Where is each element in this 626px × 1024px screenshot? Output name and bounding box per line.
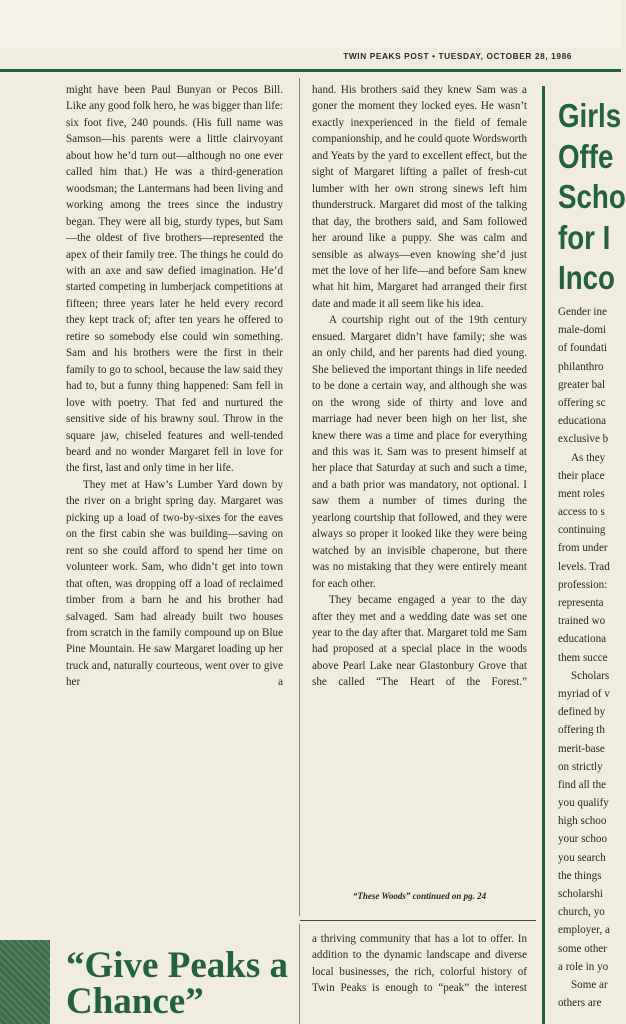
sidebar-body-line: merit-base: [558, 742, 605, 755]
column-divider: [299, 78, 300, 916]
sidebar-body-line: defined by: [558, 706, 606, 719]
sidebar-body-line: educationa: [558, 415, 607, 428]
sidebar-body-line: high schoo: [558, 815, 607, 828]
sidebar-body-line: some other: [558, 942, 607, 955]
sidebar-body-line: trained wo: [558, 615, 606, 628]
sidebar-body-line: Gender ine: [558, 306, 607, 318]
sidebar-headline-line: Girls: [558, 97, 622, 134]
sidebar-body-line: their place: [558, 469, 605, 482]
sidebar-body-line: from under: [558, 542, 608, 555]
sidebar-headline-line: Scho: [558, 178, 626, 215]
sidebar-headline-line: Inco: [558, 259, 615, 296]
page-top-margin: [0, 0, 621, 48]
sidebar-body-line: Scholars: [571, 669, 610, 682]
sidebar-body-line: representa: [558, 597, 604, 609]
sidebar-body-line: find all the: [558, 778, 607, 791]
continuation-note: “These Woods” continued on pg. 24: [352, 891, 487, 901]
sidebar-body-line: continuing: [558, 524, 606, 537]
lower-story-headline: “Give Peaks a Chance”: [66, 945, 288, 1022]
sidebar-body-line: greater bal: [558, 378, 606, 391]
sidebar-body-line: the things: [558, 869, 602, 882]
sidebar-body-line: a role in yo: [558, 960, 609, 973]
article-column-1: [66, 82, 283, 912]
column-divider-lower: [299, 924, 300, 1024]
lower-story-column: [312, 931, 527, 1024]
sidebar-body-line: scholarshi: [558, 888, 603, 900]
sidebar-body-line: church, yo: [558, 906, 605, 919]
paragraph: They became engaged a year to the day after they met and a wedding date was set one year to the day after that. Margaret told me Sam had proposed at a special place in the woods above Pearl Lake near Glastonbury Grove that she called “The Heart of the Forest.”: [312, 594, 527, 689]
sidebar-body-line: access to s: [558, 506, 605, 519]
sidebar-body-line: educationa: [558, 633, 607, 646]
paragraph: a thriving community that has a lot to offer. In addition to the dynamic landscape and diverse local businesses, the rich, colorful history of Twin Peaks is enough to “peak” the interest: [312, 933, 527, 995]
paragraph: A courtship right out of the 19th century ensued. Margaret didn’t have family; she was an only child, and her parents had died young. She believed the important things in life needed to be done a certain way, and although she was on the wrong side of thirty and love and marriage had never been high on her list, she knew there was a time and place for everything and this was it. Sam was to present himself at her place that Saturday at such and such a time, and a bath prior was mandatory, not optional. I saw them a number of times during the yearlong courtship that followed, and they were always so proper it looked like they were being watched by an invisible chaperone, but there was no mistaking that they were entirely meant for each other.: [312, 314, 527, 590]
sidebar-body-line: profession:: [558, 578, 608, 591]
sidebar-body-line: exclusive b: [558, 433, 609, 446]
sidebar-body-line: your schoo: [558, 833, 607, 846]
sidebar-body-line: ment roles: [558, 487, 605, 500]
header-rule: [0, 69, 621, 72]
sidebar-body-line: them succe: [558, 651, 608, 664]
sidebar-body-line: myriad of v: [558, 687, 610, 700]
sidebar-body: [558, 303, 621, 1024]
sidebar-body-line: of foundati: [558, 342, 607, 355]
sidebar-body-line: you search: [558, 851, 606, 864]
sidebar-body-line: male-domi: [558, 324, 607, 337]
photo-corner: [0, 940, 50, 1024]
sidebar-body-line: offering sc: [558, 396, 606, 409]
story-divider: [300, 920, 536, 921]
sidebar-body-line: Some ar: [571, 978, 608, 991]
sidebar-body-line: you qualify: [558, 797, 609, 810]
sidebar-headline: [558, 96, 626, 299]
sidebar-body-line: levels. Trad: [558, 560, 610, 573]
sidebar-body-line: others are: [558, 997, 602, 1010]
paragraph: might have been Paul Bunyan or Pecos Bill. Like any good folk hero, he was bigger than life: six foot five, 240 pounds. (His full name was Samson—his parents were a little clairvoyant about how he’d turn out—although no one ever called him that.) He was a third-generation woodsman; the Lantermans had been living and working among the trees since the industry began. They were all big, sturdy types, but Sam—the oldest of five brothers—represented the apex of their family tree. The things he could do with an axe and saw defied imagination. He’d started competing in lumberjack competitions at fifteen; three years later he held every record they kept track of; after ten years he offered to retire so somebody else could win something. Sam and his brothers were the first in their family to go to school, because the law said they had to, but a funny thing happened: Sam fell in love with poetry. That fed and nurtured the sensitive side of his brawny soul. Throw in the square jaw, chiseled features and well-tended beard and no wonder Margaret fell in love for the first, last and only time in her life.: [66, 84, 283, 475]
sidebar-border: [542, 86, 545, 1024]
sidebar-body-line: As they: [571, 451, 606, 464]
sidebar-body-line: philanthro: [558, 360, 604, 373]
running-head: TWIN PEAKS POST • TUESDAY, OCTOBER 28, 1986: [343, 51, 572, 61]
sidebar-body-line: on strictly: [558, 760, 603, 773]
paragraph: hand. His brothers said they knew Sam was a goner the moment they locked eyes. He wasn’t exactly inexperienced in the field of female companionship, and he could quote Wordsworth and Yeats by the yard to excellent effect, but the sight of Margaret lifting a pallet of fresh-cut lumber with her own strong sinews left him thunderstruck. Margaret did most of the talking that day, the brothers said, and Sam followed her around like a puppy. She was calm and sensible as always—even knowing she’d just met the love of her life—and before Sam knew what hit him, Margaret had arranged their first date and made it all seem like his idea.: [312, 84, 527, 310]
article-column-2: [312, 82, 527, 890]
sidebar-body-line: employer, a: [558, 924, 610, 937]
sidebar-body-line: offering th: [558, 724, 605, 737]
sidebar-headline-line: Offe: [558, 137, 614, 175]
paragraph: They met at Haw’s Lumber Yard down by the river on a bright spring day. Margaret was picking up a load of two-by-sixes for the eaves on the first cabin she was building—saving on rent so she could afford to spend her time on volunteer work. Sam, who didn’t get into town that often, was dropping off a load of reclaimed timber from a barn he and his brother had salvaged. Sam had already built two houses from scratch in the family compound up on Blue Pine Mountain. He saw Margaret loading up her truck and, naturally courteous, went over to give her a: [66, 478, 283, 689]
sidebar-headline-line: for I: [558, 218, 611, 256]
